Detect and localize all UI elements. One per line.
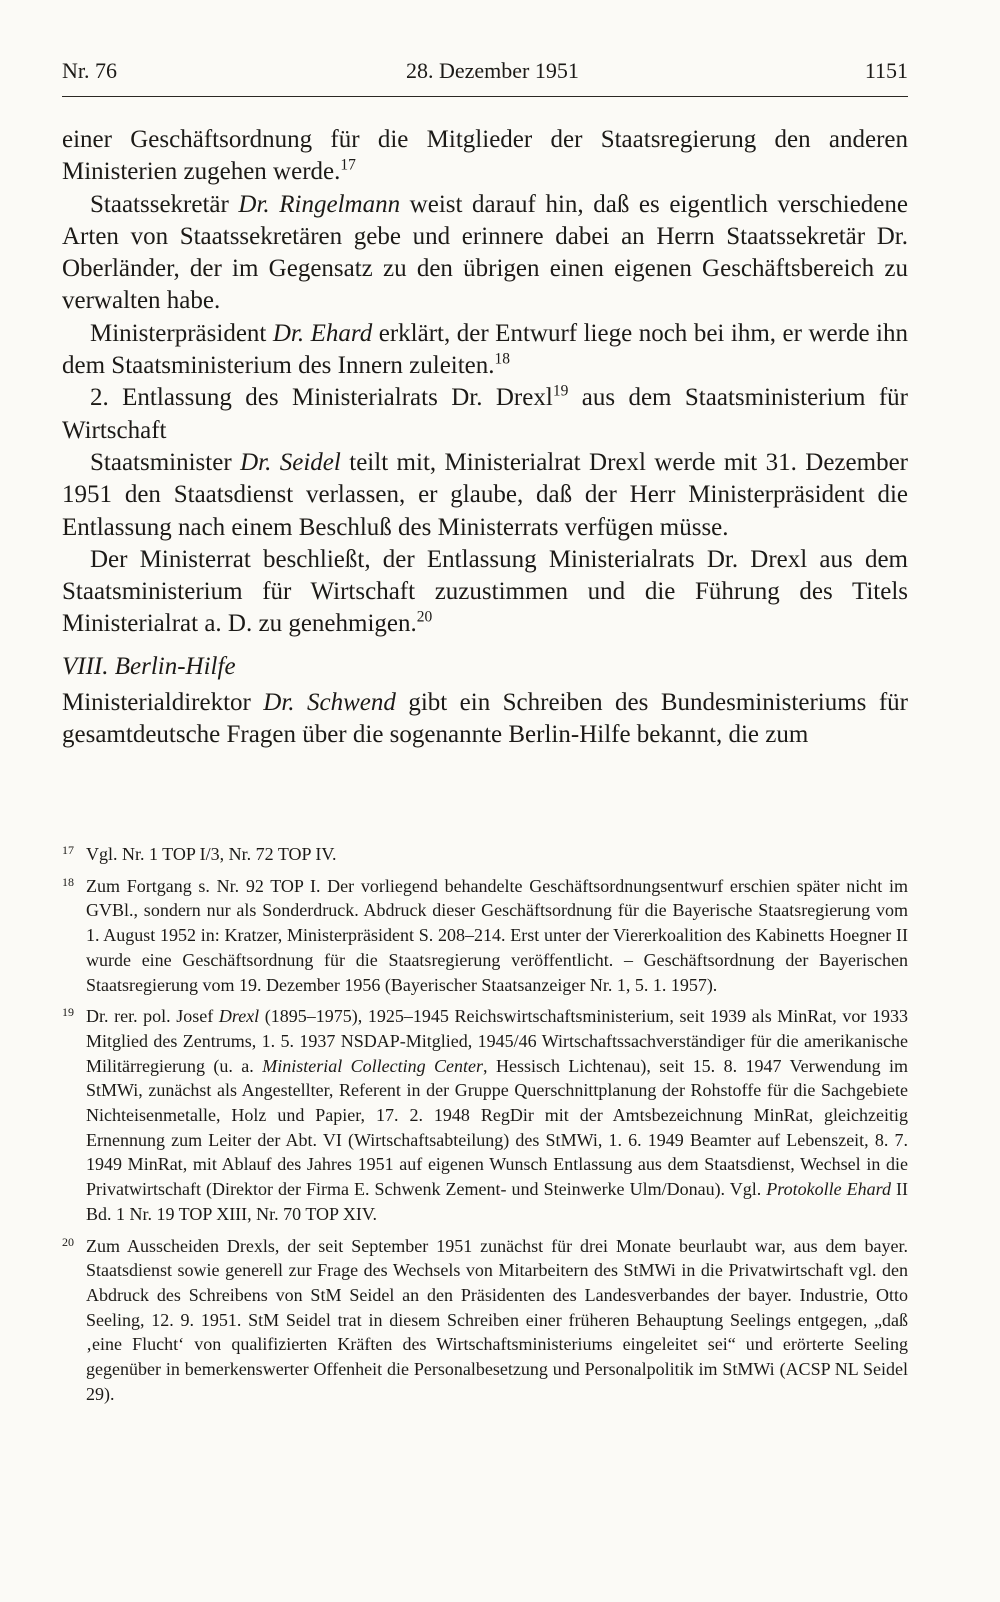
footnote-20 <box>62 1234 908 1407</box>
header-rule <box>62 96 908 97</box>
speaker-name: Dr. Ehard <box>272 319 373 347</box>
footnote-number: 18 <box>62 874 74 889</box>
header-date: 28. Dezember 1951 <box>406 58 579 83</box>
paragraph-7: Ministerialdirektor Dr. Schwend gibt ein Schreiben des Bundesministeriums für gesamtdeutsche Fragen über die sogenannte Berlin-Hilfe bekannt, die zum <box>62 689 908 749</box>
footnotes <box>62 842 908 1413</box>
paragraph-3: Ministerpräsident Dr. Ehard erklärt, der Entwurf liege noch bei ihm, er werde ihn dem Staatsministerium des Innern zuleiten.$^{18}$ <box>62 319 908 380</box>
paragraph-6: Der Ministerrat beschließt, der Entlassung Ministerialrats Dr. Drexl aus dem Staatsministerium für Wirtschaft zuzustimmen und die Führung des Titels Ministerialrat a. D. zu genehmigen.$^{20}$ <box>62 545 908 638</box>
citation-title: Protokolle Ehard <box>766 1179 891 1200</box>
footnote-number: 17 <box>62 843 74 857</box>
paragraph-1: einer Geschäftsordnung für die Mitglieder der Staatsregierung den anderen Ministerien zugehen werde.$^{17}$ <box>62 126 908 186</box>
footnote-text: Vgl. Nr. 1 TOP I/3, Nr. 72 TOP IV. <box>86 844 337 864</box>
footnote-ref-18[interactable]: 18 <box>494 350 511 368</box>
footnote-ref-17[interactable]: 17 <box>340 156 356 174</box>
footnote-ref-19[interactable]: 19 <box>552 382 569 400</box>
footnote-17 <box>62 842 908 867</box>
footnote-18 <box>62 874 908 998</box>
page-number: 1151 <box>864 58 908 83</box>
document-number: Nr. 76 <box>62 58 117 83</box>
footnote-number: 19 <box>62 1005 74 1020</box>
paragraph-2: Staatssekretär Dr. Ringelmann weist darauf hin, daß es eigentlich verschiedene Arten von Staatssekretären gebe und erinnere dabei an Herrn Staatssekretär Dr. Oberländer, der im Gegensatz zu den übrigen einen eigenen Geschäftsbereich zu verwalten habe. <box>62 190 908 315</box>
footnote-ref-20[interactable]: 20 <box>416 608 433 626</box>
footnote-text: Zum Ausscheiden Drexls, der seit September 1951 zunächst für drei Monate beurlaubt war, aus dem bayer. Staatsdienst sowie generell zur Frage des Wechsels von Mitarbeitern des StMWi in die Privatwirtschaft vgl. den Abdruck des Schreibens von StM Seidel an den Präsidenten des Landesverbandes der bayer. Industrie, Otto Seeling, 12. 9. 1951. StM Seidel trat in diesem Schreiben einer früheren Behauptung Seelings entgegen, „daß ‚eine Flucht‘ von qualifizierten Kräften des Wirtschaftsministeriums eingeleitet sei“ und erörterte Seeling gegenüber in bemerkenswerter Offenheit die Personalbesetzung und Personalpolitik im StMWi (ACSP NL Seidel 29). <box>86 1235 908 1404</box>
section-heading: VIII. Berlin-Hilfe <box>62 652 236 680</box>
agenda-item-2: 2. Entlassung des Ministerialrats Dr. Drexl$^{19}$ aus dem Staatsministerium für Wirtschaft <box>62 382 909 444</box>
speaker-name: Dr. Ringelmann <box>238 190 401 218</box>
footnote-text: Zum Fortgang s. Nr. 92 TOP I. Der vorliegend behandelte Geschäftsordnungsentwurf erschien später nicht im GVBl., sondern nur als Sonderdruck. Abdruck dieser Geschäftsordnung für die Bayerische Staatsregierung vom 1. August 1952 in: Kratzer, Ministerpräsident S. 208–214. Erst unter der Viererkoalition des Kabinetts Hoegner II wurde eine Geschäftsordnung für die Staatsregierung veröffentlicht. – Geschäftsordnung der Bayerischen Staatsregierung vom 19. Dezember 1956 (Bayerischer Staatsanzeiger Nr. 1, 5. 1. 1957). <box>86 875 908 995</box>
footnote-number: 20 <box>62 1234 74 1249</box>
running-header <box>62 58 908 88</box>
paragraph-5: Staatsminister Dr. Seidel teilt mit, Ministerialrat Drexl werde mit 31. Dezember 1951 den Staatsdienst verlassen, er glaube, daß der Herr Ministerpräsident die Entlassung nach einem Beschluß des Ministerrats verfügen müsse. <box>62 448 908 541</box>
speaker-name: Dr. Seidel <box>240 448 341 476</box>
person-name: Drexl <box>218 1006 260 1027</box>
main-text <box>62 124 908 752</box>
speaker-name: Dr. Schwend <box>263 689 396 717</box>
footnote-19: 19 Dr. rer. pol. Josef Drexl (1895–1975), 1925–1945 Reichswirtschaftsministerium, seit 1939 als MinRat, vor 1933 Mitglied des Zentrums, 1. 5. 1937 NSDAP-Mitglied, 1945/46 Wirtschaftssachverständiger für die amerikanische Militärregierung (u. a. Ministerial Collecting Center, Hessisch Lichtenau), seit 15. 8. 1947 Verwendung im StMWi, zunächst als Angestellter, Referent in der Gruppe Querschnittplanung der Rohstoffe für die Sachgebiete Nichteisenmetalle, Holz und Papier, 17. 2. 1948 RegDir mit der Amtsbezeichnung MinRat, gleichzeitig Ernennung zum Leiter der Abt. VI (Wirtschaftsabteilung) des StMWi, 1. 6. 1949 Beamter auf Lebenszeit, 8. 7. 1949 MinRat, mit Ablauf des Jahres 1951 auf eigenen Wunsch Entlassung aus dem Staatsdienst, Wechsel in die Privatwirtschaft (Direktor der Firma E. Schwenk Zement- und Steinwerke Ulm/Donau). Vgl. Protokolle Ehard II Bd. 1 Nr. 19 TOP XIII, Nr. 70 TOP XIV. <box>62 1005 908 1224</box>
